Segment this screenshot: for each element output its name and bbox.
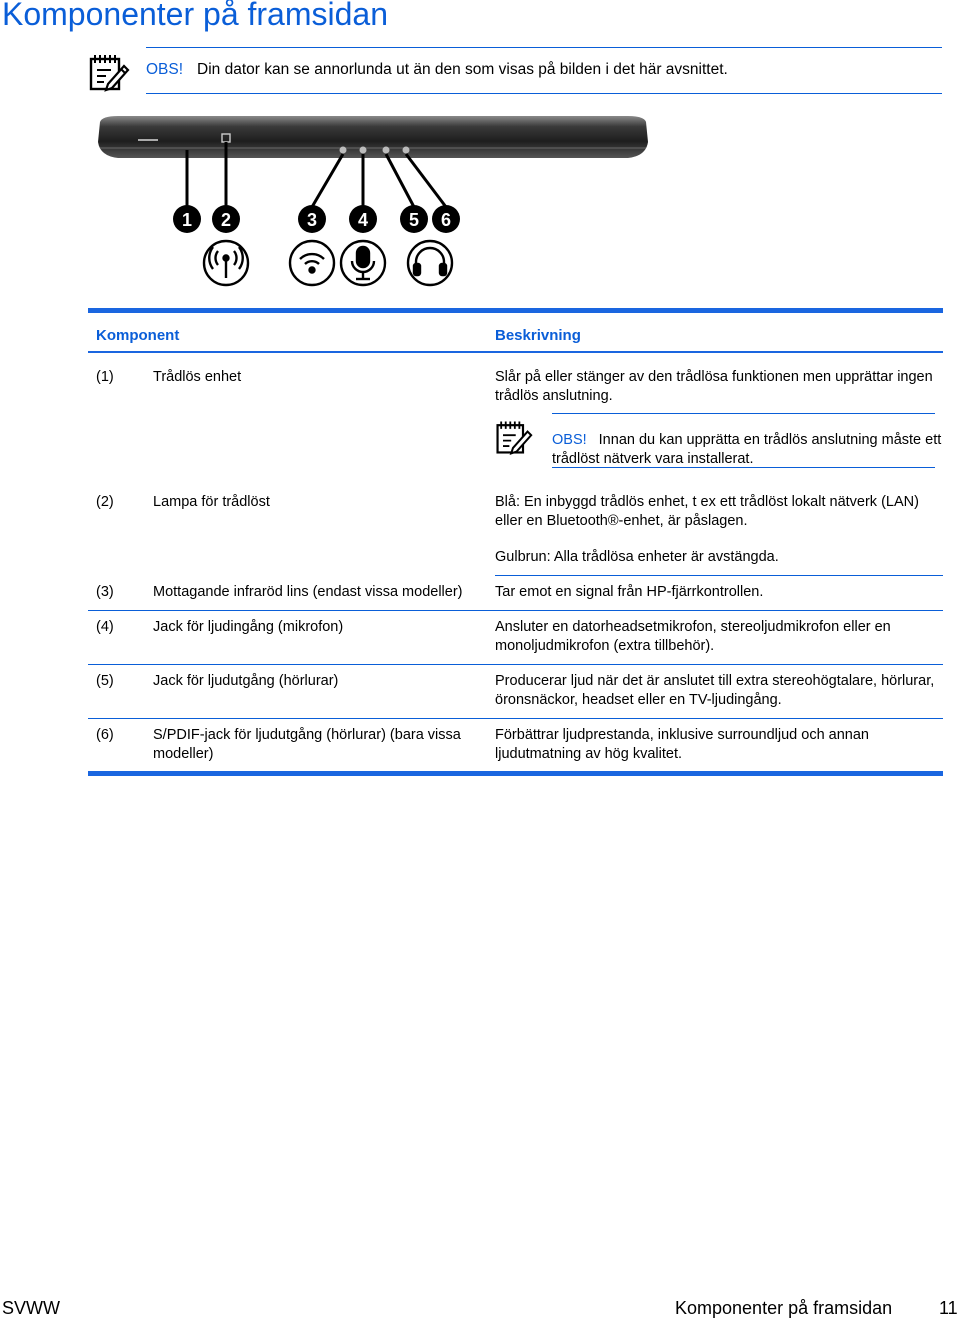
note-text — [146, 60, 946, 79]
note-icon — [86, 50, 130, 94]
row-component: Trådlös enhet — [153, 369, 242, 385]
row-divider — [88, 610, 943, 611]
row-component: Jack för ljudutgång (hörlurar) — [153, 673, 339, 689]
row-number: (4) — [96, 619, 114, 635]
callout-3: 3 — [306, 210, 318, 230]
note-top-rule — [146, 47, 942, 48]
footer-left: SVWW — [2, 1298, 60, 1318]
callout-6: 6 — [440, 210, 452, 230]
inner-note-top-rule — [552, 413, 935, 414]
headphones-icon — [408, 241, 452, 285]
header-description: Beskrivning — [495, 327, 581, 344]
row-divider — [88, 664, 943, 665]
table-bottom-bar — [88, 771, 943, 776]
row-number: (6) — [96, 727, 114, 743]
row-description: Förbättrar ljudprestanda, inklusive surroundljud och annan ljudutmatning av hög kvalitet. — [495, 727, 869, 762]
note-bottom-rule — [146, 93, 942, 94]
header-component: Komponent — [96, 327, 180, 344]
table-header — [88, 313, 943, 351]
callout-2: 2 — [220, 210, 232, 230]
row-description: Ansluter en datorheadsetmikrofon, stereoljudmikrofon eller en monoljudmikrofon (extra tillbehör). — [495, 619, 891, 654]
callout-4: 4 — [357, 210, 369, 230]
inner-note-text — [552, 431, 942, 469]
note-label: OBS! — [146, 61, 184, 78]
footer-section-title: Komponenter på framsidan — [675, 1298, 893, 1318]
row-number: (2) — [96, 494, 114, 510]
row-number: (1) — [96, 369, 114, 385]
inner-note-body: Innan du kan upprätta en trådlös anslutning måste ett trådlöst nätverk vara installerat. — [552, 432, 942, 467]
inner-note-bottom-rule — [552, 467, 935, 468]
callout-5: 5 — [408, 210, 420, 230]
inner-note-label: OBS! — [552, 432, 587, 448]
note-body: Din dator kan se annorlunda ut än den som visas på bilden i det här avsnittet. — [197, 61, 728, 78]
page-number: 11 — [939, 1298, 958, 1318]
row-component: S/PDIF-jack för ljudutgång (hörlurar) (bara vissa modeller) — [153, 727, 461, 762]
laptop-front-illustration — [88, 112, 658, 292]
component-table — [88, 308, 943, 776]
row-component: Lampa för trådlöst — [153, 494, 270, 510]
infrared-icon — [290, 241, 334, 285]
wireless-icon — [204, 241, 248, 285]
row-number: (5) — [96, 673, 114, 689]
row-description: Producerar ljud när det är anslutet till extra stereohögtalare, hörlurar, öronsnäckor, headset eller en TV-ljudingång. — [495, 673, 935, 708]
row-divider — [88, 718, 943, 719]
row-component: Mottagande infraröd lins (endast vissa modeller) — [153, 584, 463, 600]
microphone-icon — [341, 241, 385, 285]
row-description: Slår på eller stänger av den trådlösa funktionen men upprättar ingen trådlös anslutning. — [495, 369, 933, 404]
callout-1: 1 — [181, 210, 193, 230]
row-description: Blå: En inbyggd trådlös enhet, t ex ett trådlöst lokalt nätverk (LAN) eller en Bluetooth®-enhet, är påslagen. — [495, 494, 919, 529]
row-divider — [495, 575, 943, 576]
row-description: Tar emot en signal från HP-fjärrkontrollen. — [495, 584, 764, 600]
row-component: Jack för ljudingång (mikrofon) — [153, 619, 344, 635]
note-icon — [493, 417, 533, 457]
row-number: (3) — [96, 584, 114, 600]
row-description-secondary: Gulbrun: Alla trådlösa enheter är avstängda. — [495, 549, 779, 565]
page-title: Komponenter på framsidan — [2, 0, 388, 32]
